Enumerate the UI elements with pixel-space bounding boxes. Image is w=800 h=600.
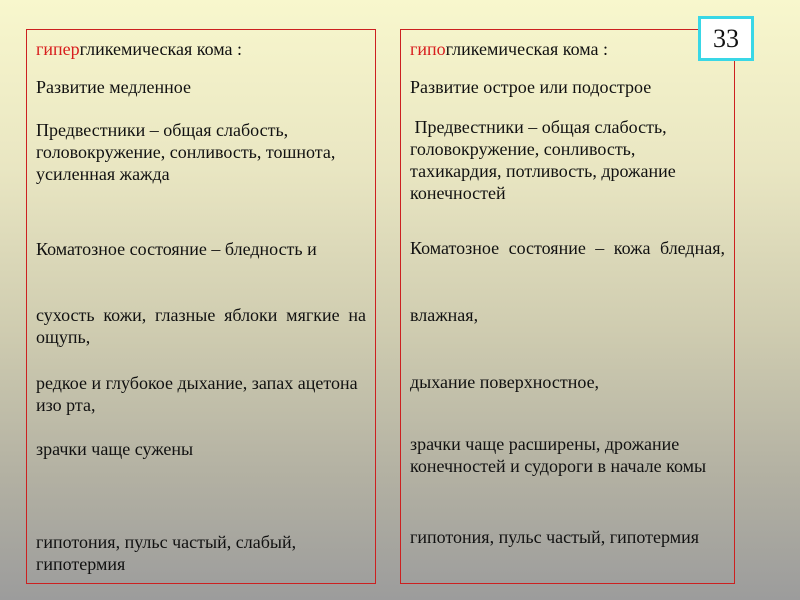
title-prefix-hypo: гипо bbox=[410, 39, 446, 59]
hyper-development: Развитие медленное bbox=[36, 77, 191, 97]
hypo-precursors: Предвестники – общая слабость, головокружение, сонливость, тахикардия, потливость, дрожание конечностей bbox=[410, 117, 681, 203]
hyperglycemic-title bbox=[36, 38, 366, 60]
hypo-breathing: дыхание поверхностное, bbox=[410, 372, 600, 392]
hypo-coma-state: Коматозное состояние – кожа бледная, bbox=[410, 238, 725, 258]
hypo-moist: влажная, bbox=[410, 305, 479, 325]
hypo-pupils: зрачки чаще расширены, дрожание конечностей и судороги в начале комы bbox=[410, 434, 707, 476]
title-rest: гликемическая кома : bbox=[445, 39, 609, 59]
hyper-skin-eyes: сухость кожи, глазные яблоки мягкие на ощупь, bbox=[36, 305, 366, 347]
hyper-coma-state: Коматозное состояние – бледность и bbox=[36, 239, 317, 259]
hyper-precursors: Предвестники – общая слабость, головокружение, сонливость, тошнота, усиленная жажда bbox=[36, 120, 336, 184]
hyper-breathing: редкое и глубокое дыхание, запах ацетона изо рта, bbox=[36, 373, 358, 415]
hyper-pupils: зрачки чаще сужены bbox=[36, 439, 194, 459]
hypo-pulse: гипотония, пульс частый, гипотермия bbox=[410, 527, 700, 547]
title-rest: гликемическая кома : bbox=[79, 39, 243, 59]
hyper-pulse: гипотония, пульс частый, слабый, гипотермия bbox=[36, 532, 297, 574]
hypo-development: Развитие острое или подострое bbox=[410, 77, 652, 97]
slide-number-badge: 33 bbox=[698, 16, 754, 61]
hypoglycemic-title bbox=[410, 38, 725, 60]
title-prefix-hyper: гипер bbox=[36, 39, 80, 59]
hyperglycemic-coma-panel bbox=[26, 29, 376, 584]
hypoglycemic-coma-panel bbox=[400, 29, 735, 584]
